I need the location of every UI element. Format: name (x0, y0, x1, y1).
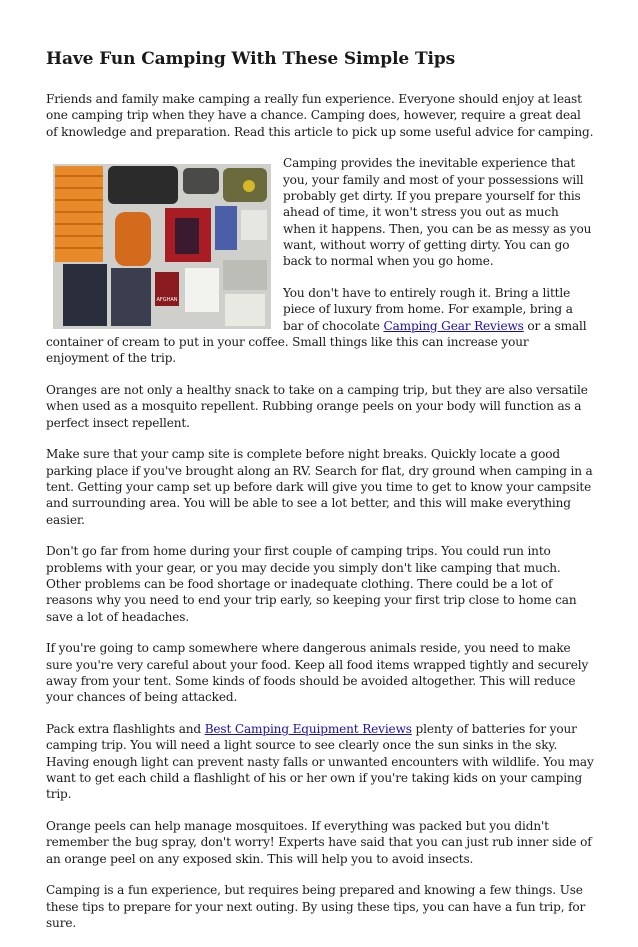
best-camping-equipment-reviews-link[interactable]: Best Camping Equipment Reviews (204, 722, 412, 736)
paragraph-luxury: You don't have to entirely rough it. Bring a little piece of luxury from home. For example, bring a bar of chocolate Camping Gear Reviews or a small container of cream to put in your coffee. Small things like this can increase your enjoyment of the trip. (46, 285, 587, 366)
camping-gear-reviews-link[interactable]: Camping Gear Reviews (383, 318, 524, 333)
paragraph-messy: Camping provides the inevitable experience that you, your family and most of your possessions will probably get dirty. If you prepare yourself for this ahead of time, it won't stress you out as much when it happens. Then, you can be as messy as you want, without worry of getting dirty. You can go back to normal when you go home. (283, 156, 592, 269)
paragraph-first-trips: Don't go far from home during your first couple of camping trips. You could run into problems with your gear, or you may decide you simply don't like camping that much. Other problems can be food shortage or inadequate clothing. There could be a lot of reasons why you need to end your trip early, so keeping your first trip close to home can save a lot of headaches. (46, 544, 577, 624)
book-cover-text: AFGHAN (156, 297, 178, 304)
article-title: Have Fun Camping With These Simple Tips (46, 49, 456, 69)
paragraph-conclusion: Camping is a fun experience, but requires being prepared and knowing a few things. Use these tips to prepare for your next outing. By using these tips, you can have a fun trip, for sure. (46, 883, 586, 930)
camping-gear-photo (53, 164, 271, 329)
paragraph-intro: Friends and family make camping a really fun experience. Everyone should enjoy at least one camping trip when they have a chance. Camping does, however, require a great deal of knowledge and preparation. Read this article to pick up some useful advice for camping. (46, 92, 594, 139)
paragraph-oranges: Oranges are not only a healthy snack to take on a camping trip, but they are also versatile when used as a mosquito repellent. Rubbing orange peels on your body will function as a perfect insect repellent. (46, 382, 588, 430)
paragraph-campsite: Make sure that your camp site is complete before night breaks. Quickly locate a good parking place if you've brought along an RV. Search for flat, dry ground when camping in a tent. Getting your camp set up before dark will give you time to get to know your campsite and surrounding area. You will be able to see a lot better, and this will make everything easier. (46, 447, 593, 527)
article (46, 48, 594, 947)
paragraph-flashlights: Pack extra flashlights and Best Camping Equipment Reviews plenty of batteries for your camping trip. You will need a light source to see clearly once the sun sinks in the sky. Having enough light can prevent nasty falls or unwanted encounters with wildlife. You may want to get each child a flashlight of his or her own if you're taking kids on your camping trip. (46, 722, 594, 802)
camping-gear-illustration (53, 164, 271, 329)
paragraph-mosquitoes: Orange peels can help manage mosquitoes. If everything was packed but you didn't remember the bug spray, don't worry! Experts have said that you can just rub inner side of an orange peel on any exposed skin. This will help you to avoid insects. (46, 818, 592, 866)
paragraph-animals: If you're going to camp somewhere where dangerous animals reside, you need to make sure you're very careful about your food. Keep all food items wrapped tightly and securely away from your tent. Some kinds of foods should be avoided altogether. This will reduce your chances of being attacked. (46, 641, 589, 705)
